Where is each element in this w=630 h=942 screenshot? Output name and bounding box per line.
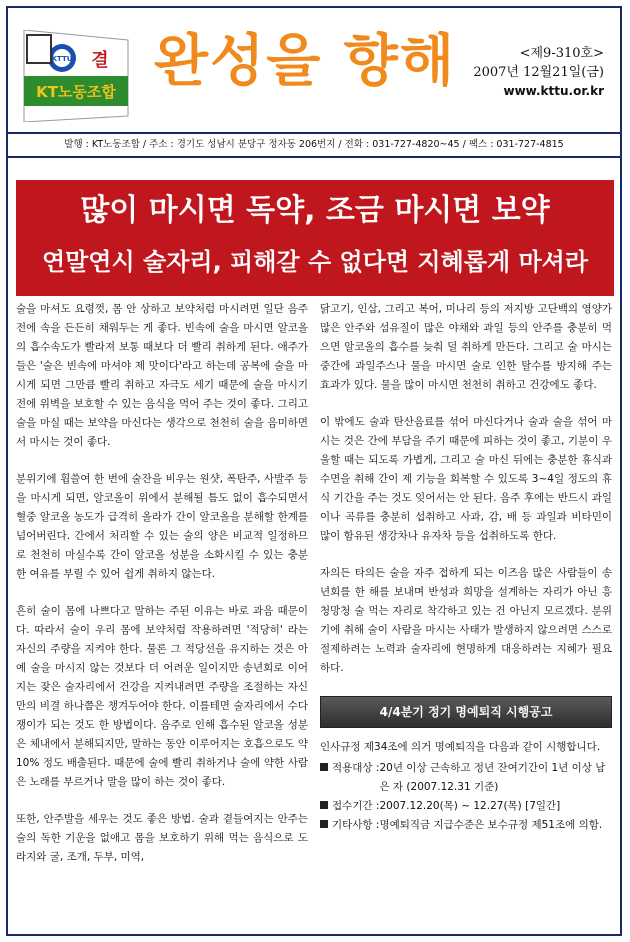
square-bullet-icon bbox=[320, 801, 328, 809]
article-paragraph: 흔히 술이 몸에 나쁘다고 말하는 주된 이유는 바로 과음 때문이다. 따라서 술이 우리 몸에 보약처럼 작용하려면 '적당히' 라는 자신의 주량을 지켜야 한다. 물론 그 적당선을 유지하는 것은 아예 술을 마시지 않는 것보다 더 어려운 일이지만 송년회로 이어지는 잦은 술자리에서 건강을 지켜내려면 주량을 조절하는 자신만의 비결 하나쯤은 챙겨두어야 한다. 이를테면 술자리에서 수다쟁이가 되는 것도 한 방법이다. 음주로 인해 흡수된 알코올 성분은 체내에서 분해되지만, 말하는 동안 이루어지는 호흡으로도 약 10% 정도 배출된다. 때문에 술에 빨리 취하거나 술에 약한 사람은 노래를 부르거나 말을 많이 하는 것이 좋다. bbox=[16, 605, 308, 788]
article-paragraph: 또한, 안주발을 세우는 것도 좋은 방법. 술과 곁들여지는 안주는 술의 독한 기운을 없애고 몸을 보호하기 위해 먹는 음식으로 도라지와 굴, 조개, 두부, 미역, bbox=[16, 813, 308, 863]
article-paragraph: 이 밖에도 술과 탄산음료를 섞어 마신다거나 술과 술을 섞어 마시는 것은 간에 부담을 주기 때문에 피하는 것이 좋고, 기분이 우울할 때는 되도록 가볍게, 그리고 술 마신 뒤에는 충분한 휴식과 수면을 취해 간이 제 기능을 회복할 수 있도록 3~4일 정도의 휴식 기간을 주는 것도 잊어서는 안 된다. 음주 후에는 반드시 과일이나 곡류를 충분히 섭취하고 사과, 감, 배 등 과일과 비타민이 많이 함유된 생강차나 유자차 등을 섭취하도록 한다. bbox=[320, 416, 612, 542]
notice-item bbox=[320, 816, 612, 835]
article-paragraph: 분위기에 휩쓸여 한 번에 술잔을 비우는 원샷, 폭탄주, 사발주 등을 마시게 되면, 알코올이 위에서 분해될 틈도 없이 흡수되면서 혈중 알코올 농도가 급격히 올라가 간이 알코올을 분해할 한계를 넘어버린다. 간에서 처리할 수 있는 술의 양은 비교적 일정하므로 천천히 마실수록 간이 알코올 성분을 소화시킬 수 있는 충분한 여유를 부릴 수 있어 쉽게 취하지 않는다. bbox=[16, 473, 308, 580]
notice-title: 4/4분기 정기 명예퇴직 시행공고 bbox=[320, 696, 612, 728]
notice-item bbox=[320, 759, 612, 797]
newsletter-frame bbox=[6, 6, 622, 936]
headline-box bbox=[16, 180, 614, 296]
notice-item bbox=[320, 797, 612, 816]
newspaper-title: 완성을 향해 bbox=[154, 29, 456, 94]
headline-sub: 연말연시 술자리, 피해갈 수 없다면 지혜롭게 마셔라 bbox=[41, 248, 589, 276]
logo-text-bottom: KT노동조합 bbox=[36, 83, 116, 101]
notice-intro: 인사규정 제34조에 의거 명예퇴직을 다음과 같이 시행합니다. bbox=[320, 741, 601, 753]
publisher-info-line: 발행 : KT노동조합 / 주소 : 경기도 성남시 분당구 정자동 206번지 / 전화 : 031-727-4820~45 / 팩스 : 031-727-4815 bbox=[8, 132, 620, 158]
notice-item-value: 명예퇴직금 지급수준은 보수규정 제51조에 의함. bbox=[379, 819, 603, 831]
logo-text-side: 결 bbox=[91, 50, 109, 71]
square-bullet-icon bbox=[320, 820, 328, 828]
notice-item-label: 적용대상 : bbox=[332, 762, 380, 774]
notice-item-label: 접수기간 : bbox=[332, 800, 380, 812]
notice-item-label: 기타사항 : bbox=[332, 819, 380, 831]
notice-item-value: 2007.12.20(목) ~ 12.27(목) [7일간] bbox=[379, 800, 561, 812]
headline-main: 많이 마시면 독약, 조금 마시면 보약 bbox=[80, 193, 550, 228]
site-url: www.kttu.or.kr bbox=[503, 84, 604, 98]
logo-pole-square bbox=[26, 34, 52, 64]
square-bullet-icon bbox=[320, 763, 328, 771]
notice-section bbox=[320, 696, 612, 835]
issue-info bbox=[473, 44, 604, 101]
union-logo bbox=[22, 30, 130, 122]
article-right-column bbox=[320, 300, 612, 835]
issue-number: <제9-310호> bbox=[519, 46, 604, 61]
article-paragraph: 자의든 타의든 술을 자주 접하게 되는 이즈음 많은 사람들이 송년회를 한 해를 보내며 반성과 희망을 설계하는 자리가 아닌 흥청망청 술 먹는 자리로 착각하고 있는 건 아닌지 모르겠다. 분위기에 취해 술이 사람을 마시는 사태가 발생하지 않으려면 스스로 절제하려는 노력과 술자리에 현명하게 대응하려는 지혜가 필요하다. bbox=[320, 567, 612, 674]
article-left-column bbox=[16, 300, 308, 885]
issue-date: 2007년 12월21일(금) bbox=[473, 65, 604, 80]
masthead bbox=[8, 8, 620, 132]
article-paragraph: 닭고기, 인삼, 그리고 복어, 미나리 등의 저지방 고단백의 영양가 많은 안주와 섬유질이 많은 야채와 과일 등의 안주를 충분히 먹으면 알코올의 흡수를 늦춰 덜 취하게 만든다. 그리고 술 마시는 중간에 과일주스나 물을 마시면 술로 인한 탈수를 방지해 주는 효과가 있다. 물을 많이 마시면 천천히 취하고 건강에도 좋다. bbox=[320, 303, 612, 391]
article-paragraph: 술을 마셔도 요령껏, 몸 안 상하고 보약처럼 마시려면 일단 음주 전에 속을 든든히 채워두는 게 좋다. 빈속에 술을 마시면 알코올의 흡수속도가 빨라져 보통 때보다 더 빨리 취하게 된다. 애주가들은 '술은 빈속에 마셔야 제 맛이다'라고 하는데 공복에 술을 마시게 되면 그만큼 빨리 취하고 자극도 세기 때문에 술을 마시기 전에 위벽을 보호할 수 있는 음식을 먹어 주는 것이 좋다. 그리고 술을 마실 때는 보약을 마신다는 생각으로 천천히 술을 음미하면서 마시는 것이 좋다. bbox=[16, 303, 308, 448]
logo-text-top: KTTU bbox=[51, 55, 73, 63]
notice-item-value: 20년 이상 근속하고 정년 잔여기간이 1년 이상 남은 자 (2007.12.31 기준) bbox=[379, 762, 606, 793]
